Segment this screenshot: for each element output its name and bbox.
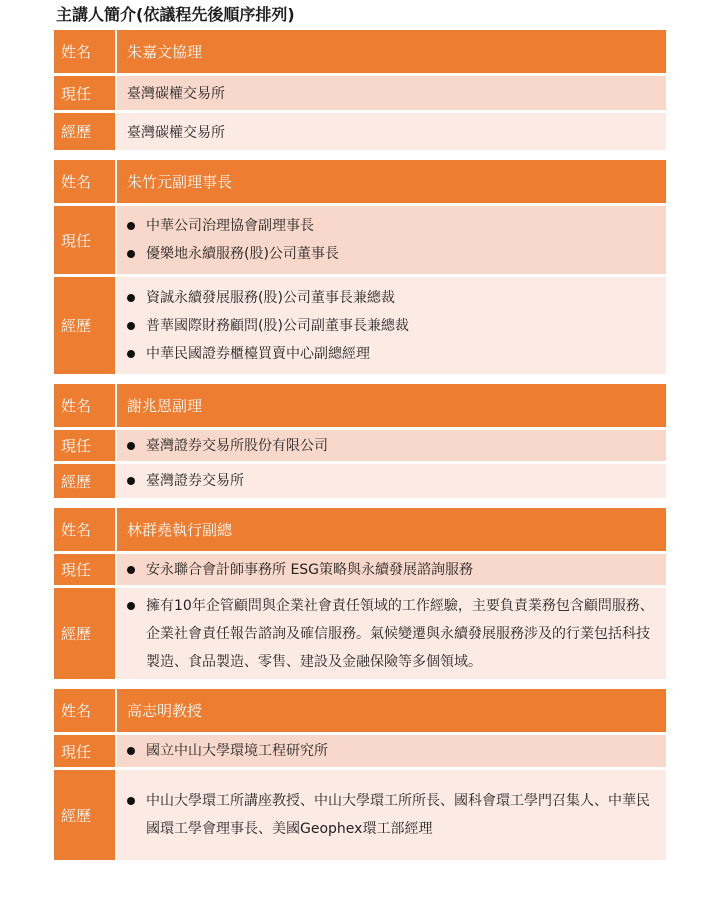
bullet-icon bbox=[127, 477, 135, 485]
current-label: 現任 bbox=[54, 206, 115, 274]
experience-label: 經歷 bbox=[54, 588, 115, 679]
speaker-name: 朱竹元副理事長 bbox=[117, 160, 666, 203]
list-item: 臺灣證券交易所 bbox=[127, 467, 666, 495]
name-label: 姓名 bbox=[54, 384, 115, 427]
current-list bbox=[117, 430, 666, 461]
bullet-icon bbox=[127, 797, 135, 805]
experience-label: 經歷 bbox=[54, 464, 115, 498]
list-item: 普華國際財務顧問(股)公司副董事長兼總裁 bbox=[127, 312, 666, 340]
experience-label: 經歷 bbox=[54, 770, 115, 860]
speaker-card bbox=[54, 689, 666, 860]
list-item: 中華民國證券櫃檯買賣中心副總經理 bbox=[127, 340, 666, 368]
experience-list bbox=[117, 588, 666, 679]
speaker-name: 朱嘉文協理 bbox=[117, 30, 666, 73]
experience-list bbox=[117, 770, 666, 860]
name-row bbox=[54, 508, 666, 551]
bullet-icon bbox=[127, 602, 135, 610]
experience-label: 經歷 bbox=[54, 113, 115, 150]
bullet-icon bbox=[127, 566, 135, 574]
experience-label: 經歷 bbox=[54, 277, 115, 374]
list-item: 擁有10年企管顧問與企業社會責任領域的工作經驗，主要負責業務包含顧問服務、企業社會責任報告諮詢及確信服務。氣候變遷與永續發展服務涉及的行業包括科技製造、食品製造、零售、建設及金融保險等多個領域。 bbox=[127, 592, 666, 676]
speaker-card bbox=[54, 160, 666, 374]
current-row bbox=[54, 76, 666, 110]
current-row bbox=[54, 206, 666, 274]
speaker-card bbox=[54, 508, 666, 679]
bullet-icon bbox=[127, 747, 135, 755]
experience-row bbox=[54, 588, 666, 679]
name-row bbox=[54, 689, 666, 732]
current-list bbox=[117, 206, 666, 274]
speaker-card bbox=[54, 384, 666, 498]
name-row bbox=[54, 160, 666, 203]
current-row bbox=[54, 430, 666, 461]
bullet-icon bbox=[127, 442, 135, 450]
bullet-icon bbox=[127, 250, 135, 258]
experience-text: 臺灣碳權交易所 bbox=[117, 113, 666, 150]
speaker-name: 謝兆恩副理 bbox=[117, 384, 666, 427]
list-item: 中華公司治理協會副理事長 bbox=[127, 212, 666, 240]
list-item: 臺灣證券交易所股份有限公司 bbox=[127, 432, 666, 460]
speaker-card bbox=[54, 30, 666, 150]
speaker-name: 高志明教授 bbox=[117, 689, 666, 732]
current-list bbox=[117, 735, 666, 767]
bullet-icon bbox=[127, 222, 135, 230]
name-label: 姓名 bbox=[54, 30, 115, 73]
current-list bbox=[117, 554, 666, 585]
name-row bbox=[54, 30, 666, 73]
current-row bbox=[54, 735, 666, 767]
list-item: 資誠永續發展服務(股)公司董事長兼總裁 bbox=[127, 284, 666, 312]
list-item: 優樂地永續服務(股)公司董事長 bbox=[127, 240, 666, 268]
speaker-name: 林群堯執行副總 bbox=[117, 508, 666, 551]
experience-list bbox=[117, 277, 666, 374]
experience-row bbox=[54, 464, 666, 498]
speaker-intro bbox=[54, 0, 666, 860]
list-item: 國立中山大學環境工程研究所 bbox=[127, 737, 666, 765]
bullet-icon bbox=[127, 350, 135, 358]
name-label: 姓名 bbox=[54, 160, 115, 203]
name-label: 姓名 bbox=[54, 508, 115, 551]
experience-row bbox=[54, 770, 666, 860]
experience-row bbox=[54, 277, 666, 374]
current-row bbox=[54, 554, 666, 585]
current-label: 現任 bbox=[54, 735, 115, 767]
page-title: 主講人簡介(依議程先後順序排列) bbox=[56, 5, 295, 24]
current-label: 現任 bbox=[54, 430, 115, 461]
name-row bbox=[54, 384, 666, 427]
name-label: 姓名 bbox=[54, 689, 115, 732]
current-label: 現任 bbox=[54, 76, 115, 110]
bullet-icon bbox=[127, 322, 135, 330]
list-item: 中山大學環工所講座教授、中山大學環工所所長、國科會環工學門召集人、中華民國環工學會理事長、美國Geophex環工部經理 bbox=[127, 787, 666, 843]
current-label: 現任 bbox=[54, 554, 115, 585]
bullet-icon bbox=[127, 294, 135, 302]
experience-row bbox=[54, 113, 666, 150]
experience-list bbox=[117, 464, 666, 498]
list-item: 安永聯合會計師事務所 ESG策略與永續發展諮詢服務 bbox=[127, 556, 666, 584]
current-text: 臺灣碳權交易所 bbox=[117, 76, 666, 110]
